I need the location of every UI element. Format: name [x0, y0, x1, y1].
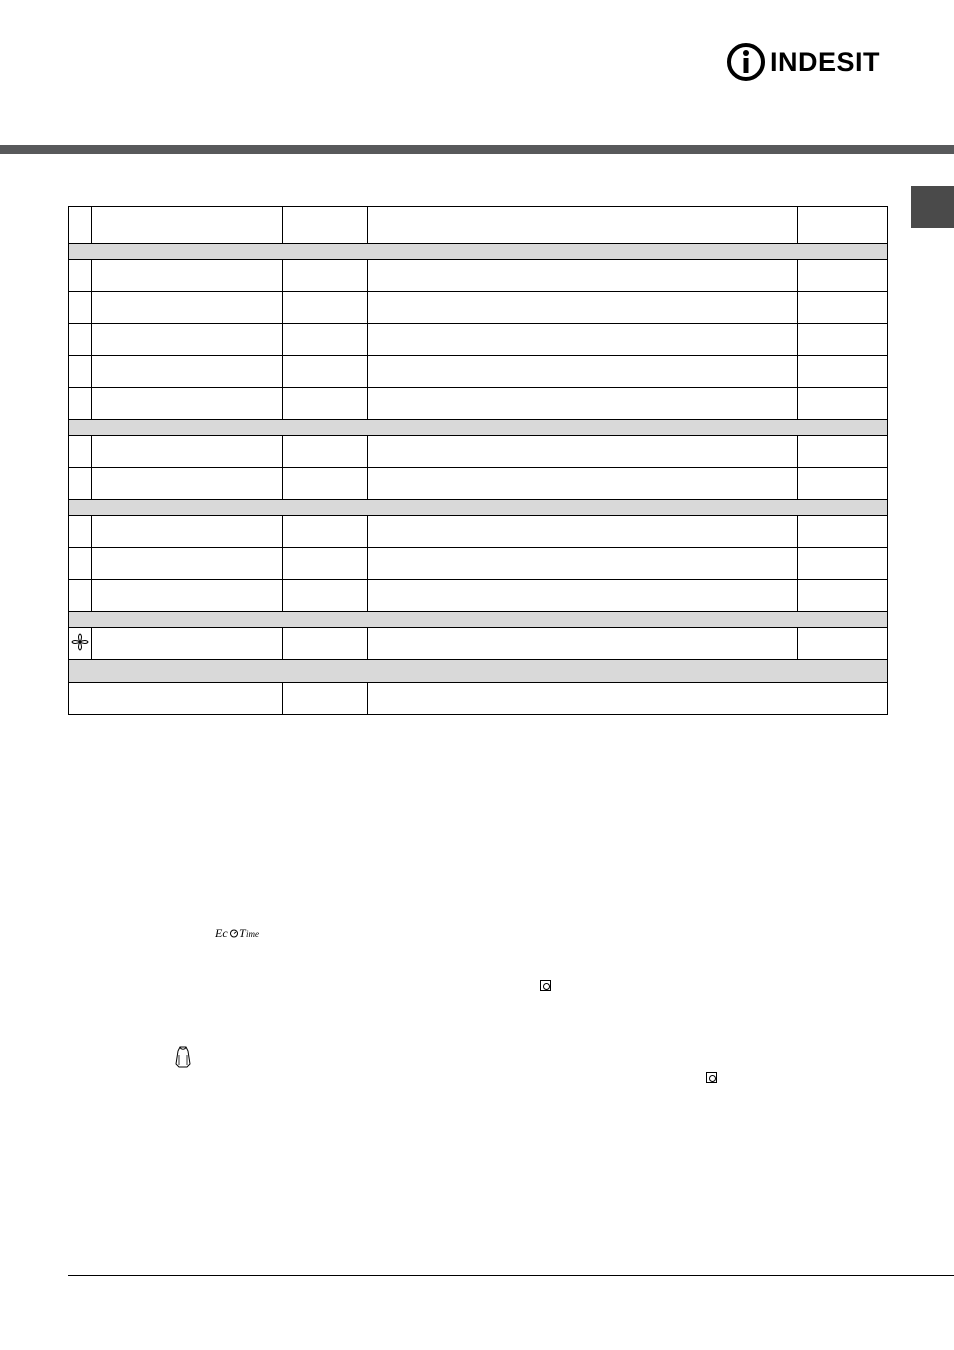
svg-text:Ec: Ec — [215, 926, 228, 940]
table-row — [69, 260, 888, 292]
table-section-band — [69, 420, 888, 436]
shirt-icon — [174, 1046, 192, 1068]
table-cell — [283, 683, 368, 715]
eco-time-icon — [215, 926, 269, 940]
table-cell — [69, 683, 283, 715]
table-cell — [69, 207, 92, 244]
indesit-logo — [726, 40, 888, 84]
table-row — [69, 292, 888, 324]
svg-text:ime: ime — [246, 929, 259, 939]
table-cell — [69, 420, 888, 436]
drum-square-icon — [540, 980, 551, 991]
table-cell — [69, 244, 888, 260]
table-section-band — [69, 244, 888, 260]
table-cell — [69, 660, 888, 683]
svg-text:T: T — [239, 926, 246, 940]
drum-square-icon — [706, 1072, 717, 1083]
table-cell — [798, 207, 888, 244]
table-row — [69, 324, 888, 356]
table-section-band — [69, 500, 888, 516]
table-row — [69, 436, 888, 468]
table-row — [69, 468, 888, 500]
table-cell — [69, 500, 888, 516]
table-cell — [368, 207, 798, 244]
table-cell — [92, 207, 283, 244]
table-cell — [368, 683, 888, 715]
table-cell — [283, 207, 368, 244]
table-section-band — [69, 612, 888, 628]
table-header-row — [69, 207, 888, 244]
language-tab-marker — [911, 186, 954, 228]
footer-rule — [68, 1275, 954, 1276]
table-cell — [69, 612, 888, 628]
header-rule — [0, 145, 954, 154]
table-section-band — [69, 660, 888, 683]
indesit-i-circle-icon — [726, 42, 766, 82]
table-row — [69, 683, 888, 715]
table-row — [69, 356, 888, 388]
table-cell — [69, 628, 92, 660]
fan-propeller-icon — [71, 633, 89, 651]
table-row — [69, 516, 888, 548]
table-row — [69, 548, 888, 580]
table-row — [69, 388, 888, 420]
table-row — [69, 580, 888, 612]
brand-name: INDESIT — [770, 46, 881, 77]
table-row — [69, 628, 888, 660]
programme-table — [68, 206, 888, 715]
